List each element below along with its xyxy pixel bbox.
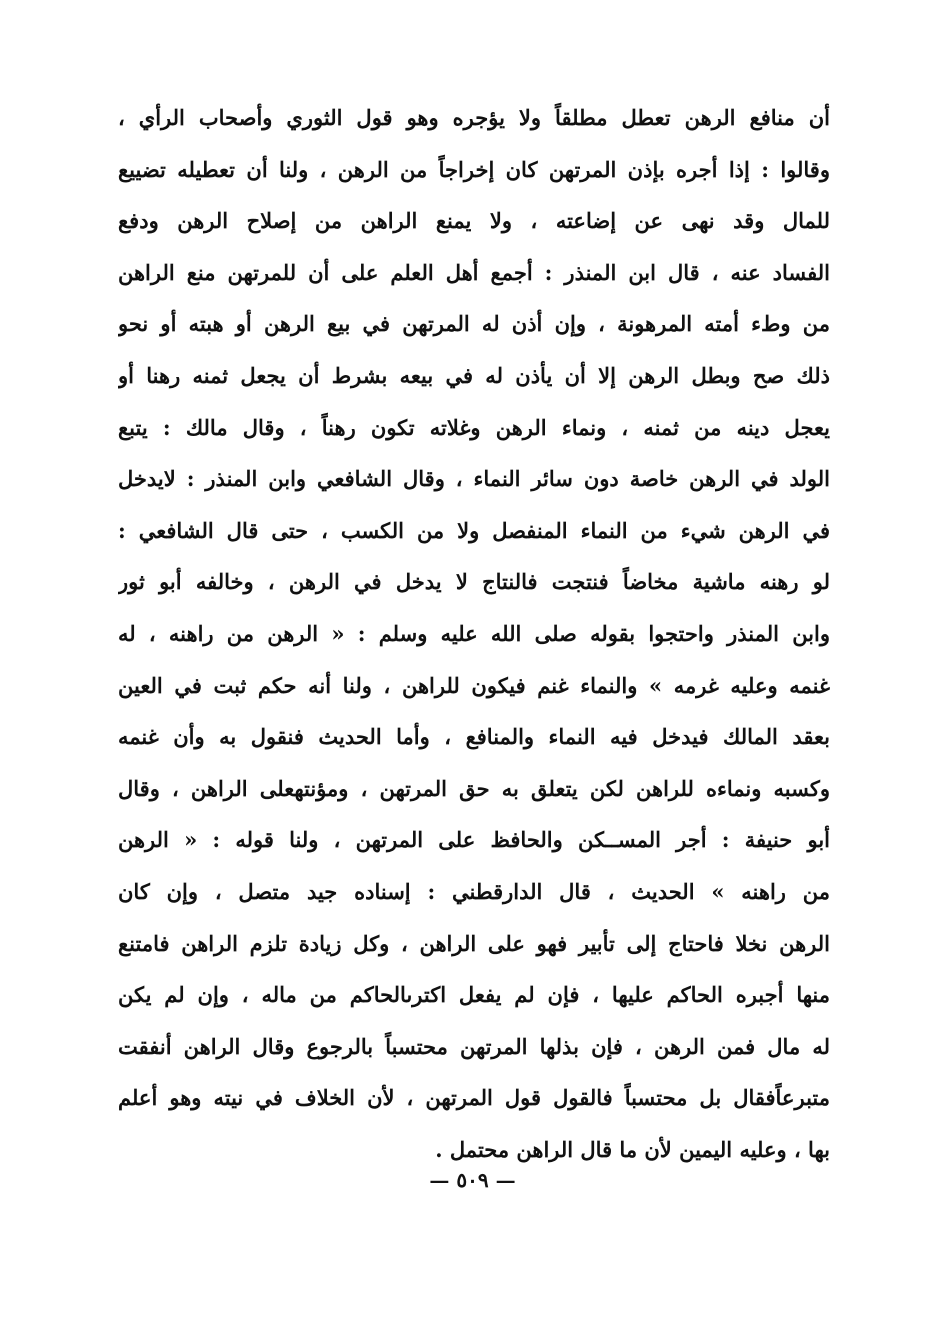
text-line: الرهن نخلا فاحتاج إلى تأبير فهو على الراهن ، وكل زيادة تلزم الراهن فامتنع: [118, 930, 830, 956]
text-line: ذلك صح وبطل الرهن إلا أن يأذن له في بيعه بشرط أن يجعل ثمنه رهنا أو: [118, 362, 830, 388]
text-line: وكسبه ونماءه للراهن لكن يتعلق به حق المرتهن ، ومؤنتهعلى الراهن ، وقال: [118, 775, 830, 801]
text-line: لو رهنه ماشية مخاضاً فنتجت فالنتاج لا يدخل في الرهن ، وخالفه أبو ثور: [118, 569, 830, 595]
text-line: أبو حنيفة : أجر المســكن والحافظ على المرتهن ، ولنا قوله : « الرهن: [118, 827, 830, 853]
text-line: يعجل دينه من ثمنه ، ونماء الرهن وغلاته تكون رهناً ، وقال مالك : يتبع: [118, 414, 830, 440]
text-line: منها أجبره الحاكم عليها ، فإن لم يفعل اكترىالحاكم من ماله ، وإن لم يكن: [118, 982, 830, 1008]
body-text: [118, 92, 830, 1175]
text-line: الفساد عنه ، قال ابن المنذر : أجمع أهل العلم على أن للمرتهن منع الراهن: [118, 259, 830, 285]
text-line: للمال وقد نهى عن إضاعته ، ولا يمنع الراهن من إصلاح الرهن ودفع: [118, 208, 830, 234]
text-line: من راهنه » الحديث ، قال الدارقطني : إسناده جيد متصل ، وإن كان: [118, 878, 830, 904]
text-line: وابن المنذر واحتجوا بقوله صلى الله عليه وسلم : « الرهن من راهنه ، له: [118, 620, 830, 646]
text-line: غنمه وعليه غرمه » والنماء غنم فيكون للراهن ، ولنا أنه حكم ثبت في العين: [118, 672, 830, 698]
text-line: الولد في الرهن خاصة دون سائر النماء ، وقال الشافعي وابن المنذر : لايدخل: [118, 466, 830, 492]
text-line: بعقد المالك فيدخل فيه النماء والمنافع ، وأما الحديث فنقول به وأن غنمه: [118, 724, 830, 750]
text-line: من وطء أمته المرهونة ، وإن أذن له المرتهن في بيع الرهن أو هبته أو نحو: [118, 311, 830, 337]
text-line: في الرهن شيء من النماء المنفصل ولا من الكسب ، حتى قال الشافعي :: [118, 517, 830, 543]
text-line: له مال فمن الرهن ، فإن بذلها المرتهن محتسباً بالرجوع وقال الراهن أنفقت: [118, 1033, 830, 1059]
text-line: وقالوا : إذا أجره بإذن المرتهن كان إخراجاً من الرهن ، ولنا أن تعطيله تضييع: [118, 156, 830, 182]
text-line: بها ، وعليه اليمين لأن ما قال الراهن محتمل .: [435, 1136, 830, 1162]
page-number: — ٥٠٩ —: [429, 1168, 516, 1192]
text-line: متبرعاًفقال بل محتسباً فالقول قول المرتهن ، لأن الخلاف في نيته وهو أعلم: [118, 1085, 830, 1111]
text-line: أن منافع الرهن تعطل مطلقاً ولا يؤجره وهو قول الثوري وأصحاب الرأي ،: [118, 105, 830, 130]
